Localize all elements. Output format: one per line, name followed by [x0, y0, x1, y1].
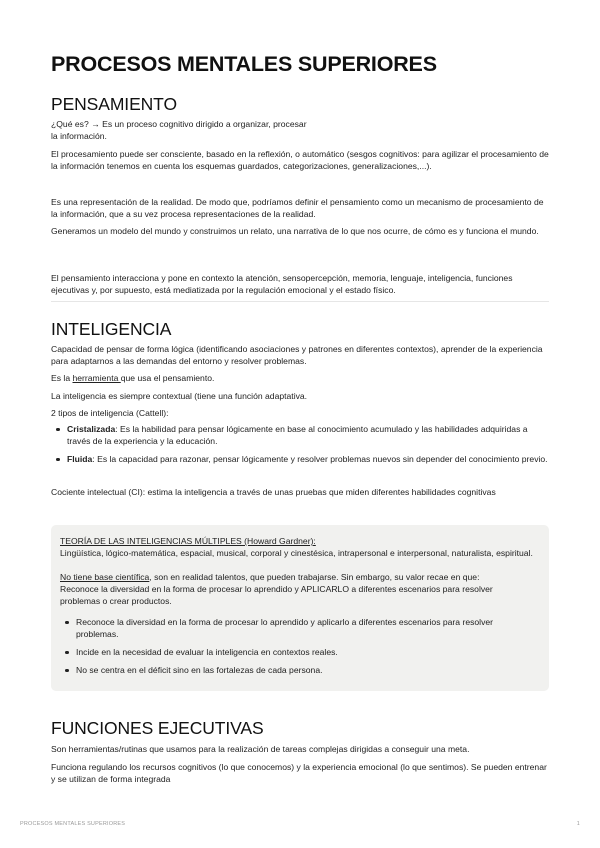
- bullet-icon: [56, 458, 60, 462]
- bullet-icon: [56, 428, 60, 432]
- type-term: Cristalizada: [67, 424, 116, 434]
- callout-intelligences-list: Lingüística, lógico-matemática, espacial, musical, corporal y cinestésica, intrapersonal e interpersonal, naturalista, espiritual.: [60, 548, 533, 558]
- callout-bullet-text: Reconoce la diversidad en la forma de procesar lo aprendido y aplicarlo a diferentes escenarios para resolver problemas.: [76, 617, 494, 639]
- pensamiento-question-line1: ¿Qué es? → Es un proceso cognitivo dirigido a organizar, procesar: [51, 119, 307, 129]
- inteligencia-p2-post: que usa el pensamiento.: [120, 373, 215, 383]
- funciones-paragraph-1: Son herramientas/rutinas que usamos para la realización de tareas complejas dirigidas a conseguir una meta.: [51, 744, 470, 754]
- pensamiento-paragraph-2: Es una representación de la realidad. De modo que, podríamos definir el pensamiento como un mecanismo de procesamiento de la información, que a su vez procesa representaciones de la realidad.: [51, 197, 544, 219]
- pensamiento-question-line2: la información.: [51, 131, 107, 141]
- no-base-rest: , son en realidad talentos, que pueden trabajarse. Sin embargo, su valor recae en que:: [149, 572, 480, 582]
- document-title: PROCESOS MENTALES SUPERIORES: [51, 52, 437, 76]
- section-divider: [51, 301, 549, 302]
- list-item: [51, 453, 549, 465]
- callout-recognizes: Reconoce la diversidad en la forma de procesar lo aprendido y APLICARLO a diferentes escenarios para resolver problemas o crear productos.: [60, 584, 493, 606]
- herramienta-link[interactable]: herramienta: [72, 373, 121, 383]
- inteligencia-paragraph-4: 2 tipos de inteligencia (Cattell):: [51, 408, 169, 418]
- bullet-icon: [65, 621, 69, 625]
- pensamiento-paragraph-3: Generamos un modelo del mundo y construimos un relato, una narrativa de lo que nos ocurre, de cómo es y funciona el mundo.: [51, 226, 539, 236]
- inteligencia-p2-pre: Es la: [51, 373, 73, 383]
- heading-funciones-ejecutivas: FUNCIONES EJECUTIVAS: [51, 718, 264, 738]
- footer-title: PROCESOS MENTALES SUPERIORES: [20, 821, 126, 827]
- inteligencia-paragraph-1: Capacidad de pensar de forma lógica (identificando asociaciones y patrones en diferentes contextos), aprender de la experiencia para adaptarnos a las demandas del entorno y resolver problemas.: [51, 344, 543, 366]
- list-item: [60, 664, 530, 676]
- type-text: : Es la habilidad para pensar lógicamente en base al conocimiento acumulado y las habilidades adquiridas a través de la experiencia y la educación.: [67, 424, 528, 446]
- intelligence-types-list: [51, 423, 549, 471]
- list-item: [60, 616, 530, 640]
- pensamiento-paragraph-4: El pensamiento interacciona y pone en contexto la atención, sensopercepción, memoria, lenguaje, inteligencia, funciones ejecutivas y, por supuesto, está mediatizada por la regulación emocional y el estado físico.: [51, 273, 513, 295]
- bullet-icon: [65, 651, 69, 655]
- callout-bullet-text: Incide en la necesidad de evaluar la inteligencia en contextos reales.: [76, 647, 338, 657]
- callout-no-base: [60, 571, 545, 583]
- type-term: Fluida: [67, 454, 93, 464]
- inteligencia-paragraph-5: Cociente intelectual (CI): estima la inteligencia a través de unas pruebas que miden diferentes habilidades cognitivas: [51, 487, 496, 497]
- funciones-paragraph-2: Funciona regulando los recursos cognitivos (lo que conocemos) y la experiencia emocional (lo que sentimos). Se pueden entrenar y se utilizan de forma integrada: [51, 762, 547, 784]
- gardner-callout: [51, 525, 549, 691]
- heading-pensamiento: PENSAMIENTO: [51, 94, 177, 114]
- callout-bullet-list: [60, 616, 530, 682]
- inteligencia-paragraph-2: [51, 372, 549, 384]
- footer-page-number: 1: [576, 821, 580, 827]
- bullet-icon: [65, 669, 69, 673]
- callout-bullet-text: No se centra en el déficit sino en las fortalezas de cada persona.: [76, 665, 323, 675]
- list-item: [60, 646, 530, 658]
- inteligencia-paragraph-3: La inteligencia es siempre contextual (tiene una función adaptativa.: [51, 391, 308, 401]
- heading-inteligencia: INTELIGENCIA: [51, 319, 172, 339]
- pensamiento-question: [51, 118, 549, 142]
- no-base-cientifica-link[interactable]: No tiene base científica: [60, 572, 150, 582]
- type-text: : Es la capacidad para razonar, pensar lógicamente y resolver problemas nuevos sin depender del conocimiento previo.: [92, 454, 548, 464]
- callout-heading: [60, 535, 545, 547]
- list-item: [51, 423, 549, 447]
- callout-heading-text: TEORÍA DE LAS INTELIGENCIAS MÚLTIPLES (Howard Gardner):: [60, 536, 316, 546]
- pensamiento-paragraph-1: El procesamiento puede ser consciente, basado en la reflexión, o automático (sesgos cognitivos: para agilizar el procesamiento de la información tenemos en cuenta los esquemas guardados, categorizaciones, generalizaciones,...).: [51, 149, 549, 171]
